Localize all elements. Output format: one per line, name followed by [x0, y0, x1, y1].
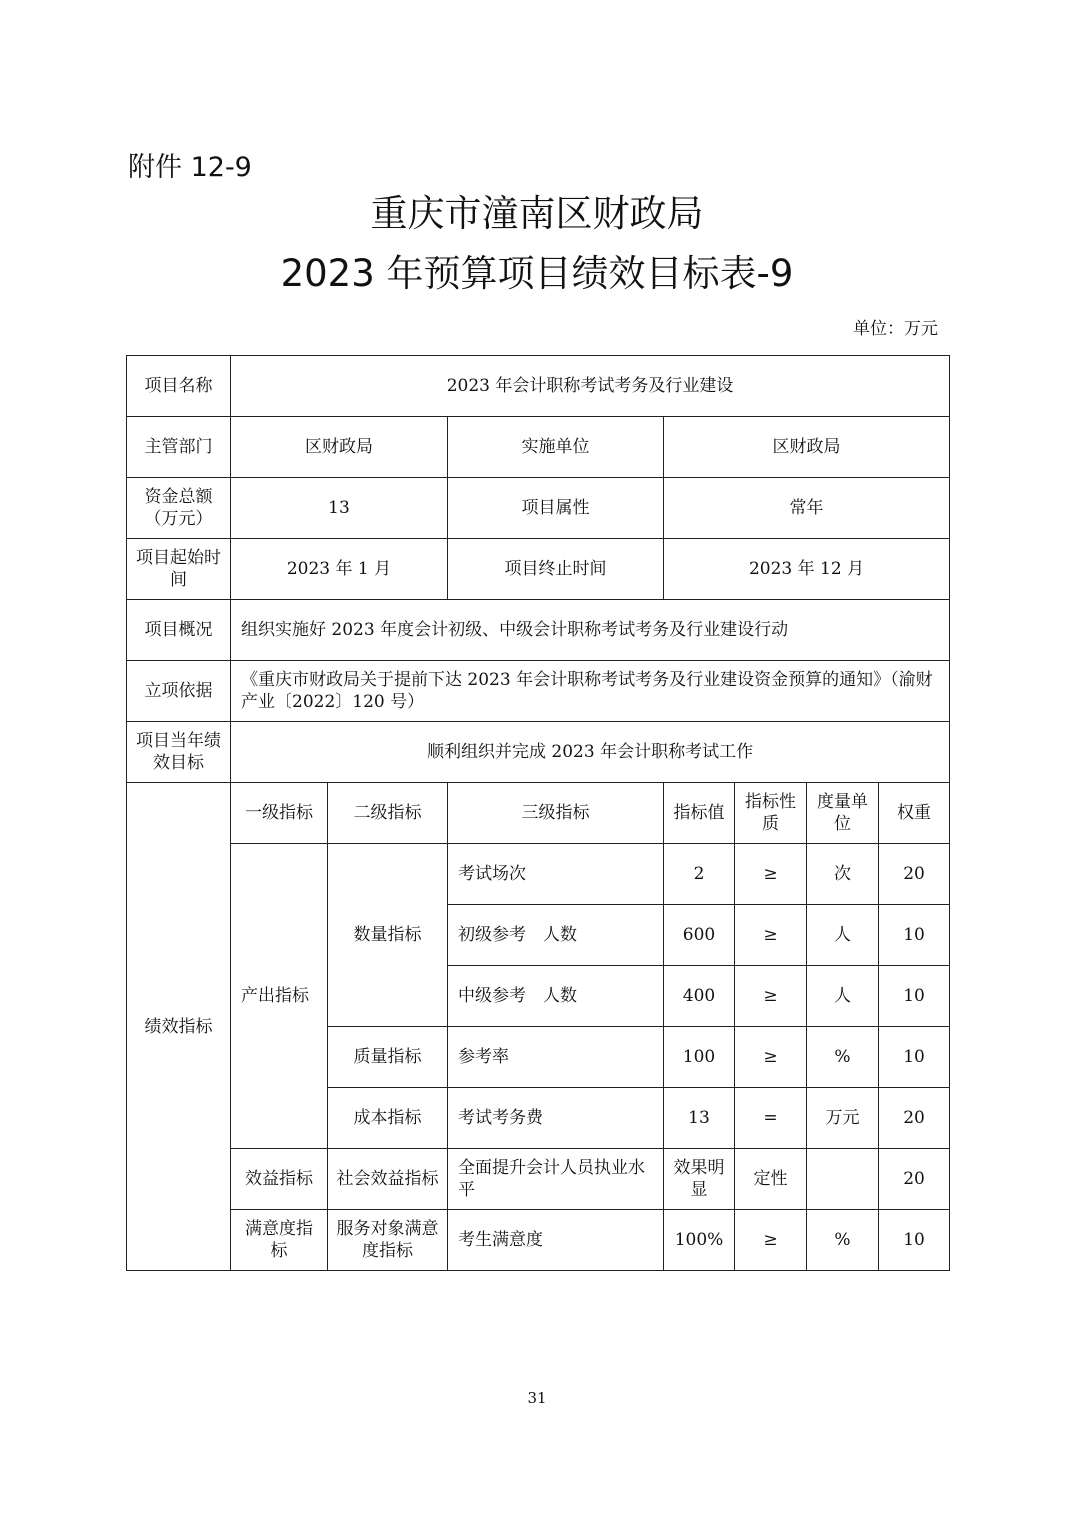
- end-label: 项目终止时间: [448, 539, 664, 600]
- header-unit: 度量单位: [807, 783, 879, 844]
- attr-value: 常年: [664, 478, 950, 539]
- row-overview: [127, 600, 950, 661]
- indicator-name: 初级参考 人数: [448, 905, 664, 966]
- basis-label: 立项依据: [127, 661, 231, 722]
- basis-value: 《重庆市财政局关于提前下达 2023 年会计职称考试考务及行业建设资金预算的通知》（渝财产业〔2022〕120 号）: [231, 661, 950, 722]
- indicator-name: 中级参考 人数: [448, 966, 664, 1027]
- overview-value: 组织实施好 2023 年度会计初级、中级会计职称考试考务及行业建设行动: [231, 600, 950, 661]
- document-title-line1: 重庆市潼南区财政局: [370, 192, 704, 235]
- level2-service: 服务对象满意度指标: [328, 1210, 448, 1271]
- indicator-value: 400: [664, 966, 735, 1027]
- indicator-unit: %: [807, 1027, 879, 1088]
- project-name-value: 2023 年会计职称考试考务及行业建设: [231, 356, 950, 417]
- indicator-name: 考试场次: [448, 844, 664, 905]
- unit-label: 单位：万元: [853, 319, 938, 339]
- row-indicator-headers: [127, 783, 950, 844]
- indicator-unit: 次: [807, 844, 879, 905]
- overview-label: 项目概况: [127, 600, 231, 661]
- goal-label: 项目当年绩效目标: [127, 722, 231, 783]
- row-period: [127, 539, 950, 600]
- attr-label: 项目属性: [448, 478, 664, 539]
- table-row: [127, 844, 950, 905]
- end-value: 2023 年 12 月: [664, 539, 950, 600]
- impl-value: 区财政局: [664, 417, 950, 478]
- header-level1: 一级指标: [231, 783, 328, 844]
- indicator-weight: 20: [879, 844, 950, 905]
- indicator-value: 13: [664, 1088, 735, 1149]
- indicator-value: 100: [664, 1027, 735, 1088]
- indicator-nature: ≥: [735, 844, 807, 905]
- indicator-unit: %: [807, 1210, 879, 1271]
- indicator-nature: ≥: [735, 1210, 807, 1271]
- indicator-unit: 人: [807, 966, 879, 1027]
- indicator-nature: =: [735, 1088, 807, 1149]
- document-title-line2: 2023 年预算项目绩效目标表-9: [280, 252, 794, 295]
- indicator-weight: 20: [879, 1088, 950, 1149]
- page-number: 31: [527, 1389, 547, 1407]
- row-project-name: [127, 356, 950, 417]
- goal-value: 顺利组织并完成 2023 年会计职称考试工作: [231, 722, 950, 783]
- dept-value: 区财政局: [231, 417, 448, 478]
- level2-social: 社会效益指标: [328, 1149, 448, 1210]
- row-goal: [127, 722, 950, 783]
- indicator-nature: ≥: [735, 966, 807, 1027]
- indicator-weight: 10: [879, 1210, 950, 1271]
- attachment-label: 附件 12-9: [128, 152, 252, 183]
- indicators-section-label: 绩效指标: [127, 783, 231, 1271]
- indicator-unit: 万元: [807, 1088, 879, 1149]
- dept-label: 主管部门: [127, 417, 231, 478]
- header-weight: 权重: [879, 783, 950, 844]
- indicator-nature: ≥: [735, 905, 807, 966]
- indicator-name: 参考率: [448, 1027, 664, 1088]
- indicator-weight: 20: [879, 1149, 950, 1210]
- indicator-name: 考生满意度: [448, 1210, 664, 1271]
- funds-label: 资金总额（万元）: [127, 478, 231, 539]
- indicator-nature: ≥: [735, 1027, 807, 1088]
- table-row: [127, 1149, 950, 1210]
- level2-quality: 质量指标: [328, 1027, 448, 1088]
- funds-value: 13: [231, 478, 448, 539]
- indicator-value: 2: [664, 844, 735, 905]
- table-row: [127, 1210, 950, 1271]
- level1-benefit: 效益指标: [231, 1149, 328, 1210]
- header-nature: 指标性质: [735, 783, 807, 844]
- indicator-value: 100%: [664, 1210, 735, 1271]
- indicator-unit: 人: [807, 905, 879, 966]
- header-level3: 三级指标: [448, 783, 664, 844]
- indicator-name: 考试考务费: [448, 1088, 664, 1149]
- level2-quantity: 数量指标: [328, 844, 448, 1027]
- performance-target-table: [126, 355, 950, 1271]
- indicator-unit: [807, 1149, 879, 1210]
- indicator-value: 效果明显: [664, 1149, 735, 1210]
- start-value: 2023 年 1 月: [231, 539, 448, 600]
- indicator-name: 全面提升会计人员执业水平: [448, 1149, 664, 1210]
- indicator-weight: 10: [879, 1027, 950, 1088]
- start-label: 项目起始时间: [127, 539, 231, 600]
- level1-output: 产出指标: [231, 844, 328, 1149]
- row-basis: [127, 661, 950, 722]
- row-funds: [127, 478, 950, 539]
- impl-label: 实施单位: [448, 417, 664, 478]
- indicator-nature: 定性: [735, 1149, 807, 1210]
- project-name-label: 项目名称: [127, 356, 231, 417]
- indicator-weight: 10: [879, 905, 950, 966]
- indicator-weight: 10: [879, 966, 950, 1027]
- header-level2: 二级指标: [328, 783, 448, 844]
- indicator-value: 600: [664, 905, 735, 966]
- level1-satisfaction: 满意度指标: [231, 1210, 328, 1271]
- level2-cost: 成本指标: [328, 1088, 448, 1149]
- header-value: 指标值: [664, 783, 735, 844]
- row-department: [127, 417, 950, 478]
